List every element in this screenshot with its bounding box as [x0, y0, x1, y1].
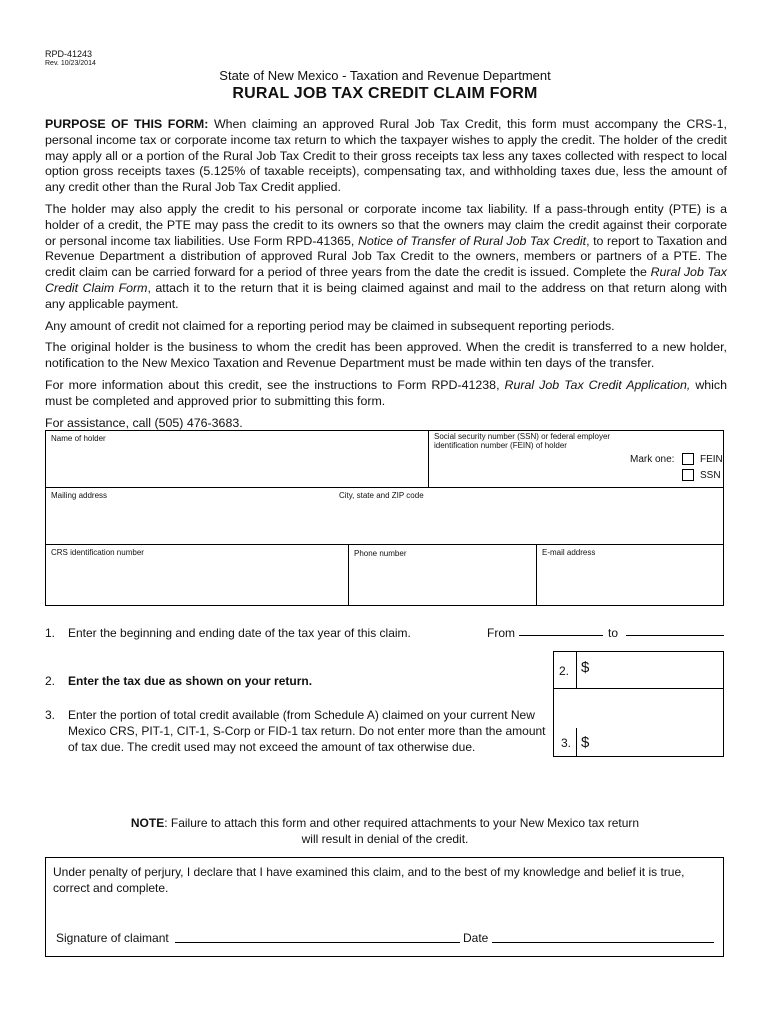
purpose-text-1: When claiming an approved Rural Job Tax Credit, this form must accompany the CRS-1, personal income tax or corporate income tax return to which the taxpayer wishes to apply the credit. The holder of the credit may apply all or a portion of the Rural Job Tax Credit to their gross receipts tax less any taxes collected with respect to local option gross receipts taxes (5.125% of taxable receipts), compensating tax, and withholding taxes due, less the amount of any credit other than the Rural Job Tax Credit applied.	[45, 117, 728, 195]
dollar-sign: $	[581, 734, 590, 751]
crs-id-label: CRS identification number	[51, 548, 144, 557]
line-2-text: Enter the tax due as shown on your return.	[68, 674, 313, 688]
line-2-amount-field[interactable]	[577, 652, 723, 687]
p2-form-name-2: Rural Job Tax Credit Claim Form	[45, 265, 727, 295]
fein-checkbox[interactable]	[682, 453, 694, 465]
purpose-paragraph-1	[45, 117, 727, 196]
divider	[553, 688, 724, 689]
from-label: From	[487, 626, 515, 640]
declaration-text: Under penalty of perjury, I declare that I have examined this claim, and to the best of my knowledge and belief it is true, correct and complete.	[53, 865, 685, 895]
city-state-zip-label: City, state and ZIP code	[339, 491, 424, 500]
mailing-address-field[interactable]	[46, 488, 723, 543]
note-line-2: will result in denial of the credit.	[301, 832, 469, 846]
to-date-field[interactable]	[626, 635, 724, 636]
purpose-paragraph-5	[45, 378, 727, 410]
line-3-box-label: 3.	[561, 736, 572, 750]
fein-label: FEIN	[700, 454, 723, 465]
email-label: E-mail address	[542, 548, 596, 557]
purpose-section	[45, 117, 727, 431]
phone-label: Phone number	[354, 549, 407, 558]
assistance-phone: For assistance, call (505) 476-3683.	[45, 415, 243, 430]
phone-field[interactable]	[349, 545, 535, 605]
signature-field[interactable]	[175, 942, 460, 943]
date-label: Date	[463, 931, 489, 945]
from-date-field[interactable]	[519, 635, 603, 636]
purpose-paragraph-3: Any amount of credit not claimed for a reporting period may be claimed in subsequent reporting periods.	[45, 318, 615, 333]
ssn-fein-label: Social security number (SSN) or federal employer identification number (FEIN) of holder	[434, 432, 611, 450]
line-3-amount-field[interactable]	[577, 729, 723, 756]
p2-text-a: The holder may also apply the credit to his personal or corporate income tax liability. If a pass-through entity (PTE) is a holder of a credit, the PTE may pass the credit to its owners so that the owners may claim the credit against their corporate or personal income tax liabilities. Use Form RPD-41365,	[45, 201, 727, 248]
crs-id-field[interactable]	[46, 545, 347, 605]
name-of-holder-field[interactable]	[46, 431, 427, 486]
line-2-box-label: 2.	[559, 664, 570, 678]
purpose-paragraph-4: The original holder is the business to whom the credit has been approved. When the credit is transferred to a new holder, notification to the New Mexico Taxation and Revenue Department must be made within ten days of the transfer.	[45, 340, 727, 371]
note-text-1: : Failure to attach this form and other required attachments to your New Mexico tax return	[164, 816, 640, 830]
line-3-text: Enter the portion of total credit available (from Schedule A) claimed on your current New Mexico CRS, PIT-1, CIT-1, S-Corp or FID-1 tax return. Do not enter more than the amount of tax due. The credit used may not exceed the amount of tax otherwise due.	[68, 708, 546, 754]
purpose-paragraph-2	[45, 202, 727, 313]
department-name: State of New Mexico - Taxation and Revenue Department	[219, 68, 551, 83]
dollar-sign: $	[581, 659, 590, 676]
email-field[interactable]	[537, 545, 723, 605]
p2-text-b: , to report to Taxation and Revenue Department a distribution of approved Rural Job Tax Credit to the owners, members or partners of a PTE. The credit claim can be carried forward for a period of three years from the date the credit is issued. Complete the	[45, 233, 727, 280]
revision-date: Rev. 10/23/2014	[45, 60, 96, 67]
line-3-number: 3.	[45, 708, 56, 722]
to-label: to	[608, 626, 619, 640]
p5-text-b: which must be completed and approved prior to submitting this form.	[45, 377, 727, 408]
date-field[interactable]	[492, 942, 714, 943]
line-1-number: 1.	[45, 626, 56, 640]
ssn-checkbox[interactable]	[682, 469, 694, 481]
mark-one-label: Mark one:	[630, 454, 675, 465]
mailing-address-label: Mailing address	[51, 491, 108, 500]
p2-form-name-1: Notice of Transfer of Rural Job Tax Credit	[357, 233, 587, 248]
name-of-holder-label: Name of holder	[51, 434, 106, 443]
signature-label: Signature of claimant	[56, 931, 169, 945]
form-title: RURAL JOB TAX CREDIT CLAIM FORM	[232, 85, 538, 102]
form-number: RPD-41243	[45, 49, 93, 59]
purpose-heading: PURPOSE OF THIS FORM:	[45, 117, 209, 131]
line-2-number: 2.	[45, 674, 56, 688]
ssn-fein-field[interactable]	[429, 431, 723, 486]
p5-form-name: Rural Job Tax Credit Application,	[504, 377, 691, 392]
note-line-1	[0, 815, 770, 831]
p2-text-c: , attach it to the return that it is being claimed against and mail to the address on that return along with any applicable payment.	[45, 280, 728, 311]
line-1-text: Enter the beginning and ending date of the tax year of this claim.	[68, 626, 411, 640]
ssn-label: SSN	[700, 470, 721, 481]
note-label: NOTE	[130, 816, 165, 830]
p5-text-a: For more information about this credit, see the instructions to Form RPD-41238,	[45, 377, 505, 392]
